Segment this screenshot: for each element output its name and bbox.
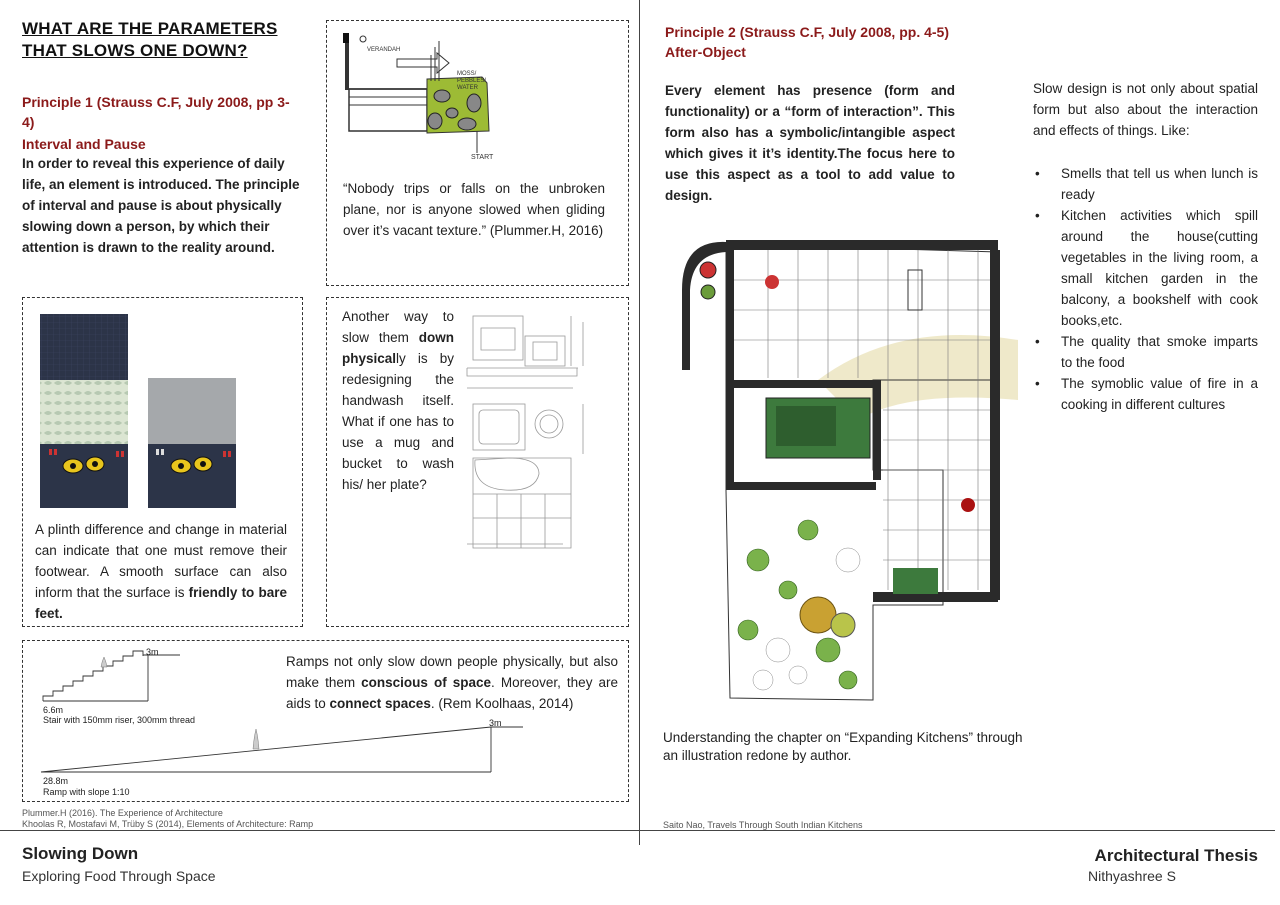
ramp-caption: Ramp with slope 1:10 xyxy=(43,787,130,797)
footer-divider xyxy=(0,830,1275,831)
principle1-text: In order to reveal this experience of daily life, an element is introduced. The principle of interval and pause is about physically slowing down a person, by which their attention is drawn to the reality around. xyxy=(22,156,300,255)
ramp-text-1: Ramps not only slow down people physically, but also make them xyxy=(286,654,618,690)
principle2-title: Principle 2 (Strauss C.F, July 2008, pp. 4-5) xyxy=(665,24,949,40)
reference-1: Plummer.H (2016). The Experience of Architecture xyxy=(22,808,223,818)
plinth-text xyxy=(35,519,287,624)
plinth-text-regular: A plinth difference and change in material can indicate that one must remove their footwear. A smooth surface can also inform that the surface is xyxy=(35,522,287,600)
stair-caption: Stair with 150mm riser, 300mm thread xyxy=(43,715,196,725)
center-divider xyxy=(639,0,640,845)
ramp-text-bold-1: conscious of space xyxy=(361,675,492,690)
ramp-box xyxy=(22,640,629,802)
pathway-sketch xyxy=(327,21,630,171)
principle2-subtitle: After-Object xyxy=(665,44,746,60)
handwash-text-2: ly is by redesigning the handwash itself. What if one has to use a mug and bucket to wash his/ her plate? xyxy=(342,351,454,492)
handwash-drawing xyxy=(463,308,623,558)
reference-2: Khoolas R, Mostafavi M, Trüby S (2014), Elements of Architecture: Ramp xyxy=(22,819,314,829)
slow-design-list xyxy=(1033,163,1258,415)
bullet-item: • The symoblic value of fire in a cooking in different cultures xyxy=(1033,373,1258,415)
handwash-text xyxy=(342,306,454,495)
handwash-box xyxy=(326,297,629,627)
plinth-box xyxy=(22,297,303,627)
stair-length-label: 6.6m xyxy=(43,705,64,715)
bullet-item: • Kitchen activities which spill around the house(cutting vegetables in the living room, a small kitchen garden in the balcony, a bookshelf with cook books,etc. xyxy=(1033,205,1258,331)
bullet-item: • Smells that tell us when lunch is ready xyxy=(1033,163,1258,205)
sketch-quote-box xyxy=(326,20,629,286)
page-heading xyxy=(22,18,312,62)
bullet-item: • The quality that smoke imparts to the food xyxy=(1033,331,1258,373)
footer-title: Slowing Down xyxy=(22,844,139,863)
slow-design-intro: Slow design is not only about spatial form but also about the interaction and effects of things. Like: xyxy=(1033,81,1258,138)
footer-subtitle: Exploring Food Through Space xyxy=(22,868,216,884)
verandah-label: VERANDAH xyxy=(367,47,401,53)
plinth-illustration xyxy=(23,298,304,508)
plan-caption: Understanding the chapter on “Expanding Kitchens” through an illustration redone by author. xyxy=(663,730,1023,763)
ramp-text-3: . (Rem Koolhaas, 2014) xyxy=(430,696,574,711)
plummer-quote: “Nobody trips or falls on the unbroken plane, nor is anyone slowed when gliding over it’s vacant texture.” (Plummer.H, 2016) xyxy=(343,181,605,238)
heading-line-1: WHAT ARE THE PARAMETERS xyxy=(22,19,278,38)
ramp-text xyxy=(286,651,618,714)
footer-thesis: Architectural Thesis xyxy=(1094,846,1258,865)
handwash-text-bold: down physical xyxy=(342,330,454,366)
handwash-text-1: Another way to slow them xyxy=(342,309,454,345)
right-reference: Saito Nao, Travels Through South Indian Kitchens xyxy=(663,820,863,830)
principle2-text: Every element has presence (form and functionality) or a “form of interaction”. This form also has a symbolic/intangible aspect which gives it it’s identity.The focus here to use this aspect as a tool to add value to design. xyxy=(665,83,955,203)
stair-height-label: 3m xyxy=(146,647,159,657)
principle1-title: Principle 1 (Strauss C.F, July 2008, pp 3-4) xyxy=(22,94,290,130)
kitchen-floor-plan xyxy=(668,230,1028,710)
ramp-text-2: . Moreover, they are aids to xyxy=(286,675,619,711)
plinth-text-bold: friendly to bare feet. xyxy=(35,585,287,621)
ramp-text-bold-2: connect spaces xyxy=(329,696,431,711)
heading-line-2: THAT SLOWS ONE DOWN? xyxy=(22,41,248,60)
ramp-height-label: 3m xyxy=(489,718,502,728)
moss-label: MOSS/ PEBBLES/ WATER xyxy=(457,71,487,91)
start-label: START xyxy=(471,154,494,161)
principle1-subtitle: Interval and Pause xyxy=(22,136,146,152)
ramp-length-label: 28.8m xyxy=(43,776,69,786)
footer-author: Nithyashree S xyxy=(1088,868,1176,884)
